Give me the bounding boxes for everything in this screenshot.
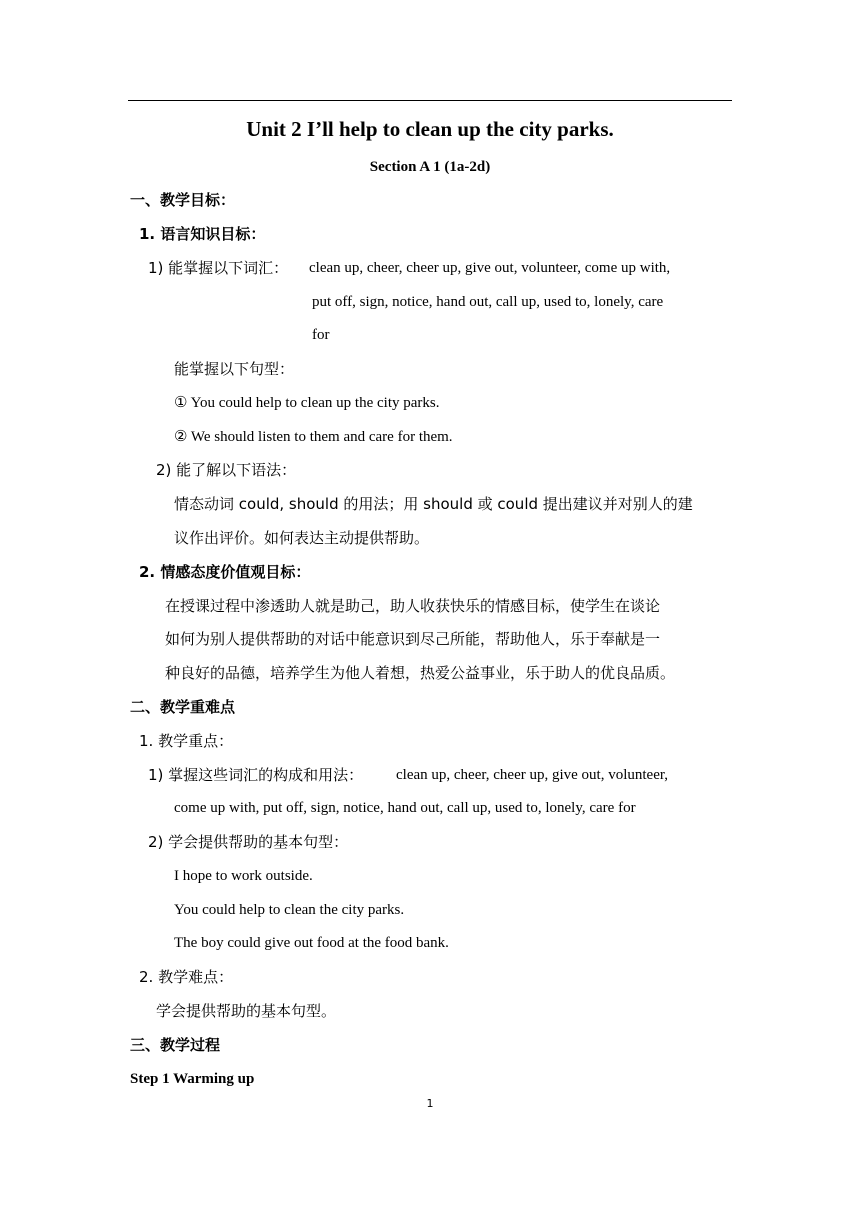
difficult-points-line-1: 学会提供帮助的基本句型。 — [156, 1002, 337, 1020]
section1-sub2-heading: 2. 情感态度价值观目标： — [139, 563, 311, 581]
page-number: 1 — [426, 1097, 434, 1110]
header-rule — [128, 100, 732, 101]
key-item1-line-2: come up with, put off, sign, notice, hand out, call up, used to, lonely, care for — [174, 800, 636, 816]
vocab-line-1: clean up, cheer, cheer up, give out, volunteer, come up with, — [309, 260, 671, 276]
sentence-1: ① You could help to clean up the city parks. — [174, 395, 440, 411]
grammar-line-2: 议作出评价。如何表达主动提供帮助。 — [174, 529, 430, 547]
grammar-line-1: 情态动词 could, should 的用法；用 should 或 could 提出建议并对别人的建 — [174, 495, 693, 513]
difficult-points-heading: 2. 教学难点： — [139, 968, 234, 986]
key-item1-label: 1) 掌握这些词汇的构成和用法： — [148, 766, 364, 784]
example-sentence-1: I hope to work outside. — [174, 868, 313, 884]
page-title: Unit 2 I’ll help to clean up the city parks. — [246, 117, 614, 141]
section2-heading: 二、教学重难点 — [130, 698, 236, 716]
sentences-label: 能掌握以下句型： — [174, 360, 295, 378]
page-subtitle: Section A 1 (1a-2d) — [369, 159, 491, 175]
step1-heading: Step 1 Warming up — [130, 1071, 255, 1087]
section1-sub1-heading: 1. 语言知识目标： — [139, 225, 266, 243]
key-item2-label: 2) 学会提供帮助的基本句型： — [148, 833, 349, 851]
vocab-line-3: for — [312, 327, 330, 343]
example-sentence-3: The boy could give out food at the food bank. — [174, 935, 449, 951]
values-line-1: 在授课过程中渗透助人就是助己，助人收获快乐的情感目标，使学生在谈论 — [165, 597, 661, 615]
values-line-3: 种良好的品德，培养学生为他人着想，热爱公益事业，乐于助人的优良品质。 — [165, 664, 676, 682]
key-points-heading: 1. 教学重点： — [139, 732, 234, 750]
grammar-label: 2) 能了解以下语法： — [156, 461, 297, 479]
vocab-line-2: put off, sign, notice, hand out, call up, used to, lonely, care — [312, 294, 664, 310]
vocab-label: 1) 能掌握以下词汇： — [148, 259, 289, 277]
key-item1-line-1: clean up, cheer, cheer up, give out, volunteer, — [396, 767, 669, 783]
section3-heading: 三、教学过程 — [130, 1036, 221, 1054]
sentence-2: ② We should listen to them and care for them. — [174, 429, 453, 445]
values-line-2: 如何为别人提供帮助的对话中能意识到尽己所能，帮助他人，乐于奉献是一 — [165, 630, 661, 648]
section1-heading: 一、教学目标： — [130, 191, 236, 209]
example-sentence-2: You could help to clean the city parks. — [174, 902, 405, 918]
